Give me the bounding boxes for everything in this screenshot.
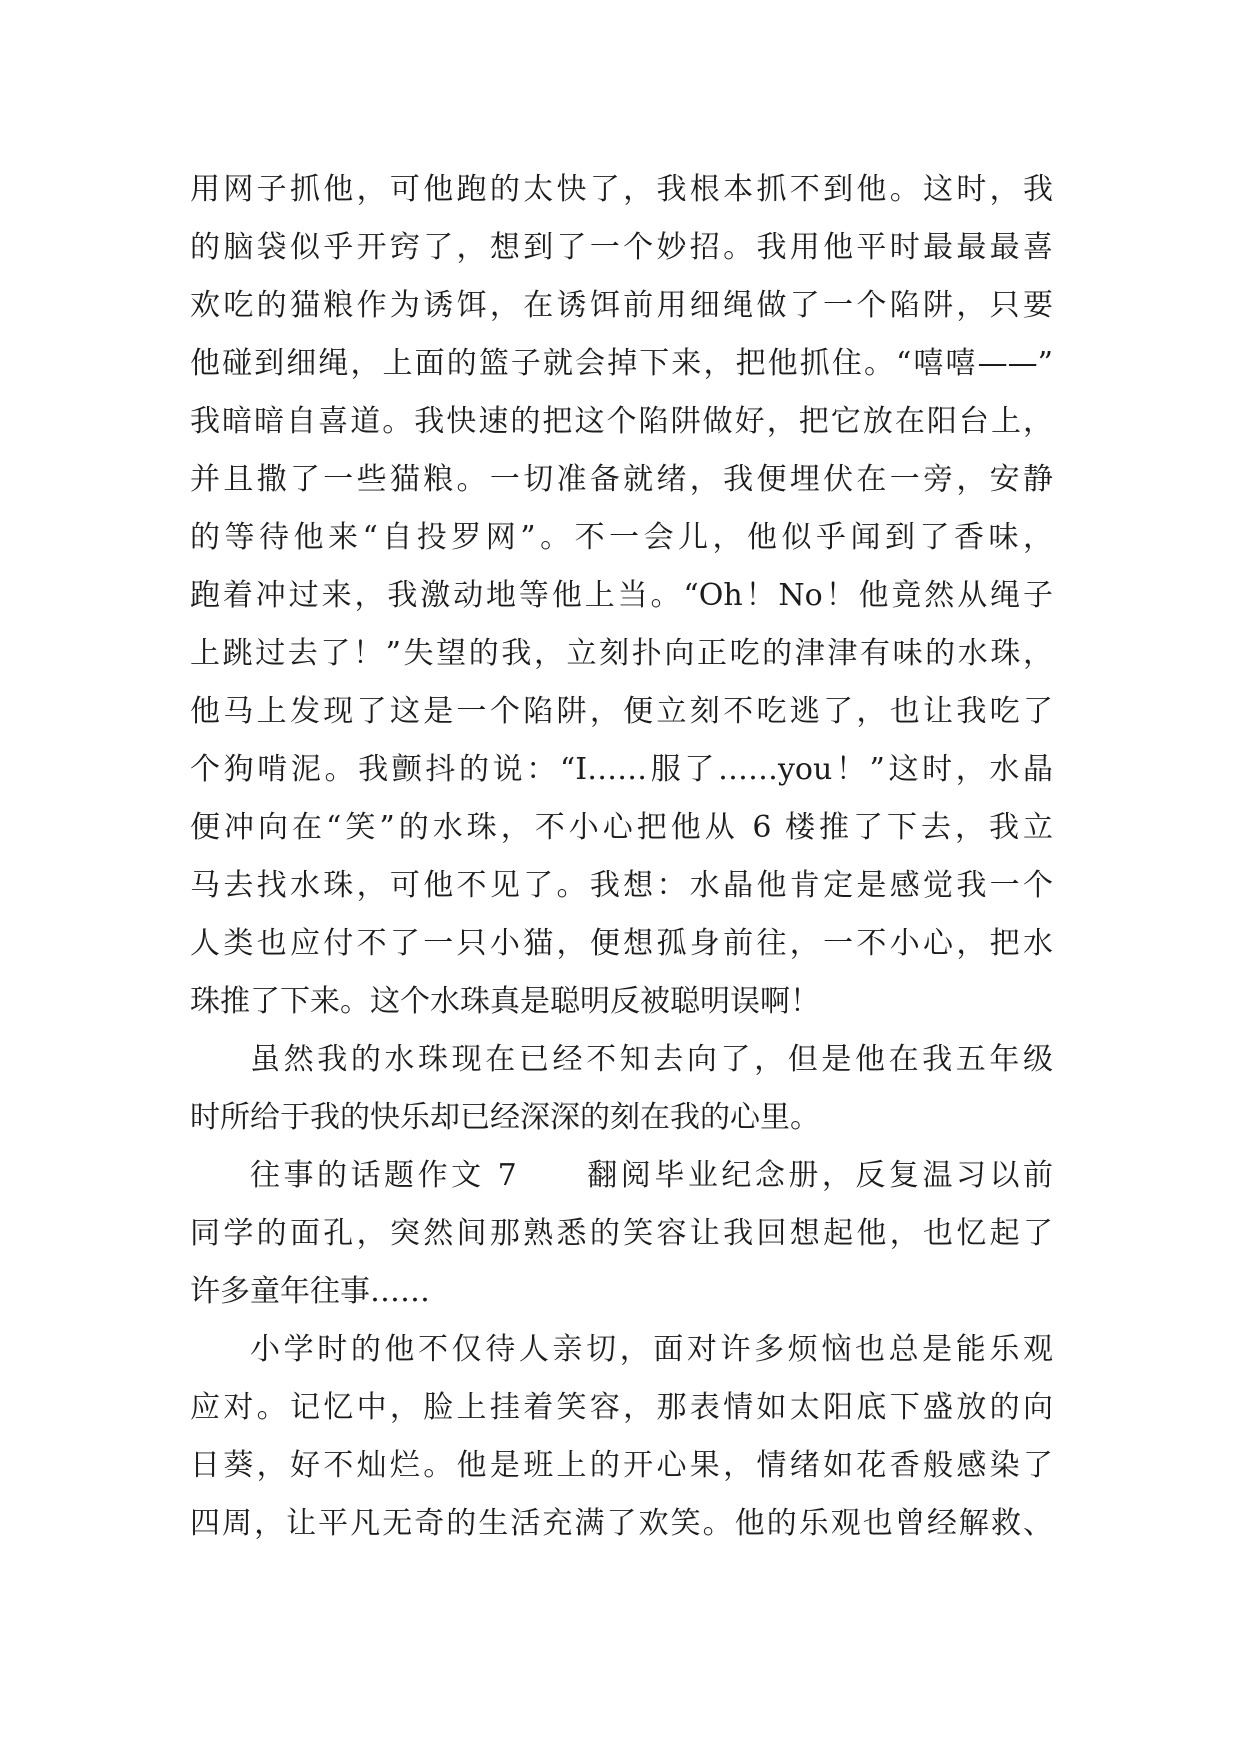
text-line: 并且撒了一些猫粮。一切准备就绪，我便埋伏在一旁，安静	[190, 462, 1053, 497]
text-line: 便冲向在“笑”的水珠，不小心把他从 6 楼推了下去，我立	[190, 810, 1053, 845]
text-line: 马去找水珠，可他不见了。我想：水晶他肯定是感觉我一个	[190, 868, 1053, 903]
text-line: 小学时的他不仅待人亲切，面对许多烦恼也总是能乐观	[250, 1332, 1053, 1367]
text-line: 他马上发现了这是一个陷阱，便立刻不吃逃了，也让我吃了	[190, 694, 1053, 729]
text-line: 跑着冲过来，我激动地等他上当。“Oh！No！他竟然从绳子	[190, 578, 1053, 613]
text-line: 我暗暗自喜道。我快速的把这个陷阱做好，把它放在阳台上，	[190, 404, 1053, 439]
text-line: 珠推了下来。这个水珠真是聪明反被聪明误啊！	[190, 984, 820, 1019]
paragraph	[190, 1321, 1053, 1553]
text-line: 时所给于我的快乐却已经深深的刻在我的心里。	[190, 1100, 820, 1135]
text-line: 四周，让平凡无奇的生活充满了欢笑。他的乐观也曾经解救、	[190, 1506, 1053, 1541]
text-line: 的等待他来“自投罗网”。不一会儿，他似乎闻到了香味，	[190, 520, 1053, 555]
text-line: 上跳过去了！”失望的我，立刻扑向正吃的津津有味的水珠，	[190, 636, 1053, 671]
text-line: 个狗啃泥。我颤抖的说：“I……服了……you！”这时，水晶	[190, 752, 1053, 787]
paragraph	[190, 1031, 1053, 1147]
text-line: 人类也应付不了一只小猫，便想孤身前往，一不小心，把水	[190, 926, 1053, 961]
text-line: 用网子抓他，可他跑的太快了，我根本抓不到他。这时，我	[190, 172, 1053, 207]
text-line: 许多童年往事……	[190, 1274, 430, 1309]
text-line: 他碰到细绳，上面的篮子就会掉下来，把他抓住。“嘻嘻——”	[190, 346, 1053, 381]
body-text	[190, 161, 1053, 1553]
text-line: 的脑袋似乎开窍了，想到了一个妙招。我用他平时最最最喜	[190, 230, 1053, 265]
text-line: 往事的话题作文 7 翻阅毕业纪念册，反复温习以前	[250, 1158, 1053, 1193]
text-line: 欢吃的猫粮作为诱饵，在诱饵前用细绳做了一个陷阱，只要	[190, 288, 1053, 323]
text-line: 同学的面孔，突然间那熟悉的笑容让我回想起他，也忆起了	[190, 1216, 1053, 1251]
paragraph	[190, 1147, 1053, 1321]
text-line: 日葵，好不灿烂。他是班上的开心果，情绪如花香般感染了	[190, 1448, 1053, 1483]
text-line: 虽然我的水珠现在已经不知去向了，但是他在我五年级	[250, 1042, 1053, 1077]
text-line: 应对。记忆中，脸上挂着笑容，那表情如太阳底下盛放的向	[190, 1390, 1053, 1425]
paragraph	[190, 161, 1053, 1031]
